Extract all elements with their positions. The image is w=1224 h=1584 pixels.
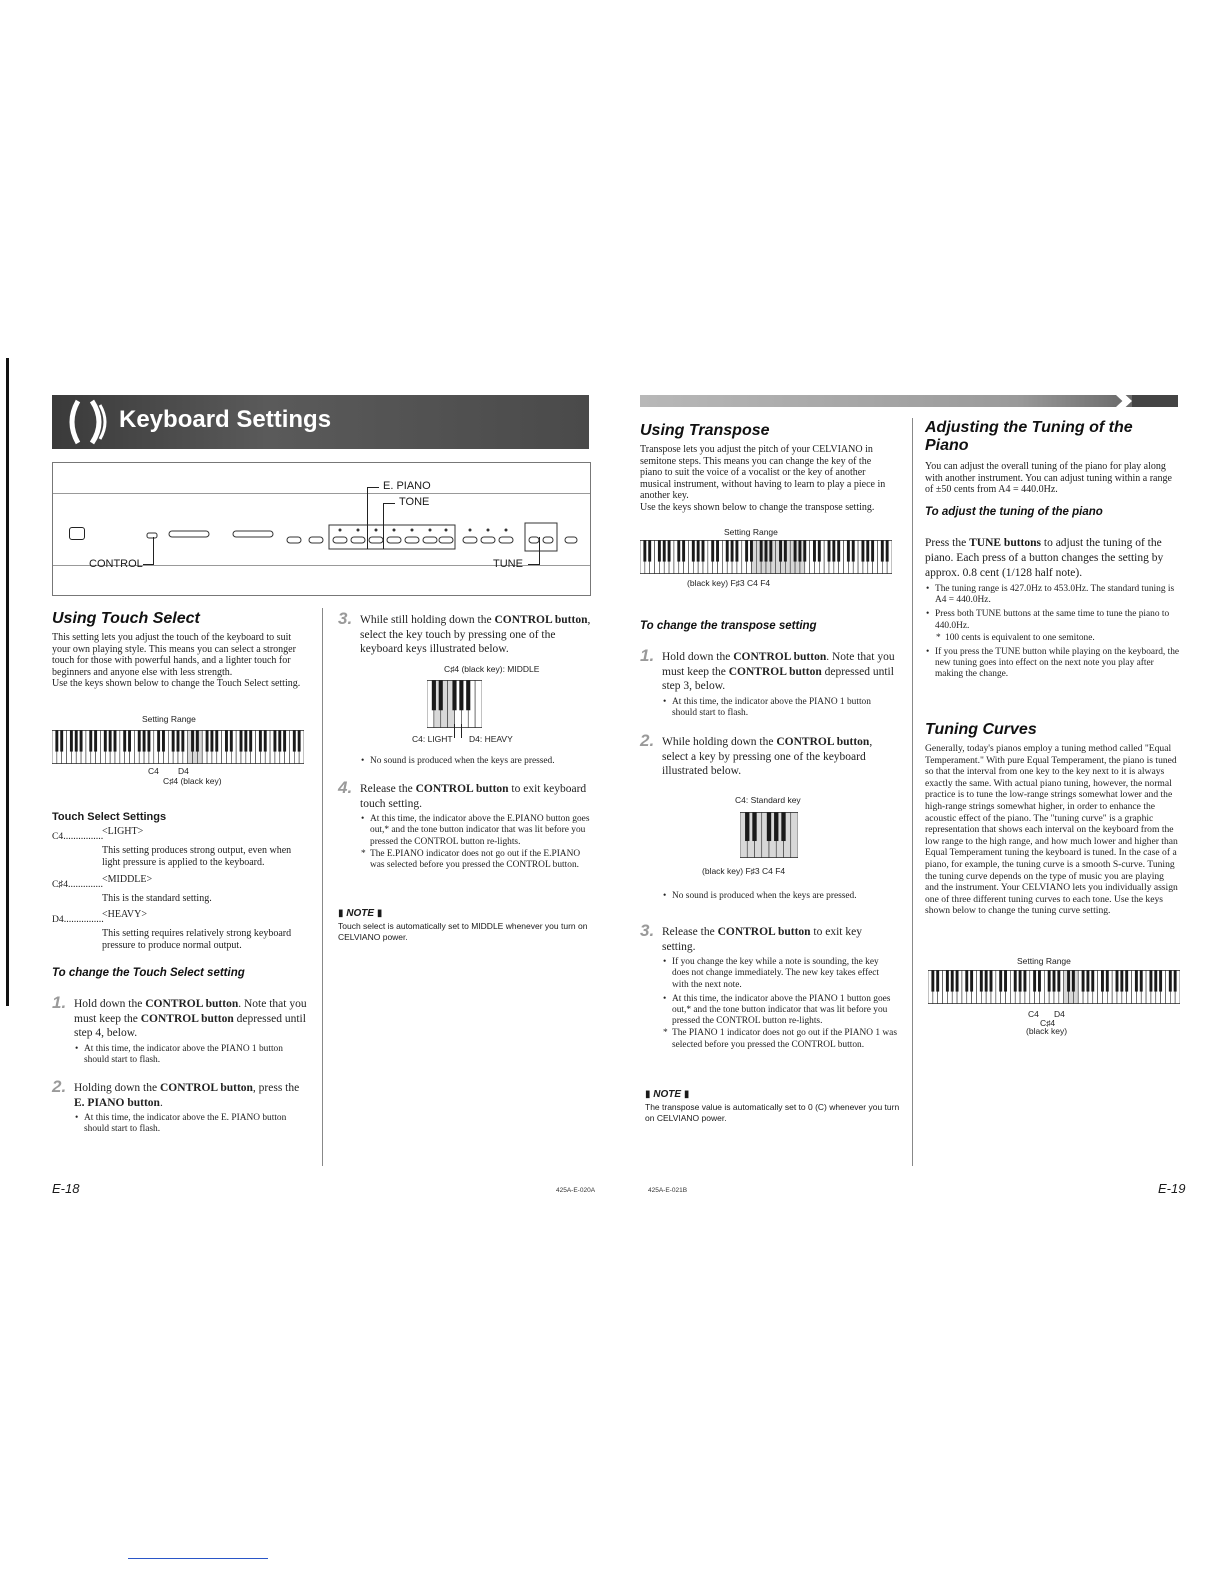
- right-page-code: 425A-E-021B: [648, 1187, 688, 1194]
- tune-label: TUNE: [493, 558, 523, 570]
- curves-key-black: (black key): [1026, 1026, 1068, 1036]
- transpose-step2-bullet: • No sound is produced when the keys are pressed.: [662, 888, 895, 902]
- touch-key-csharp: C♯4 (black key): [163, 776, 222, 786]
- power-button-icon: [69, 527, 85, 540]
- left-page-number: E-18: [52, 1181, 80, 1196]
- touch-range-label: Setting Range: [142, 714, 196, 724]
- left-page-code: 425A-E-020A: [556, 1187, 596, 1194]
- transpose-range-label: Setting Range: [724, 527, 778, 537]
- mini-light-label: C4: LIGHT: [412, 734, 453, 744]
- left-column-divider: [322, 608, 323, 1166]
- tuning-intro: You can adjust the overall tuning of the piano for play along with another instrument. You can adjust tuning within a range of ±50 cents from A4 = 440.0Hz.: [925, 461, 1172, 496]
- transpose-note: ▮ NOTE ▮ The transpose value is automatically set to 0 (C) whenever you turn on CELVIANO power.: [645, 1089, 900, 1123]
- transpose-mini-top: C4: Standard key: [735, 795, 801, 805]
- tuning-body: Press the TUNE buttons to adjust the tuning of the piano. Each press of a button changes the setting by approx. 0.8 cent (1/128 half note). • The tuning range is 427.0Hz to 453.0Hz. The standard tuning is A4 = 440.0Hz. • Press both TUNE buttons at the same time to tune the piano to 440.0Hz. * 100 cents is equivalent to one semitone. • If you press the TUNE button while playing on the keyboard, the new tuning goes into effect on the next note you play after making the change.: [925, 536, 1180, 681]
- touch-keyboard-illustration: [52, 730, 304, 764]
- page-title: Keyboard Settings: [119, 406, 332, 433]
- curves-key-c4: C4: [1028, 1009, 1039, 1019]
- touch-select-intro: This setting lets you adjust the touch of the keyboard to suit your own playing style. This means you can select a stronger touch for those with powerful hands, and a lighter touch for beginners and anyone else with less strength.: [52, 632, 296, 678]
- transpose-mini-keyboard: [740, 812, 798, 858]
- touch-mini-keyboard: [427, 680, 482, 728]
- control-panel-diagram: [52, 462, 591, 596]
- curves-keyboard-illustration: [928, 970, 1180, 1004]
- transpose-step-3: 3. Release the CONTROL button to exit key setting. • If you change the key while a note is sounding, the key does not change immediately. The new key takes effect with the next note. • At this time, the indicator above the PIANO 1 button goes out,* and the tone button indicator that was lit before you pressed the CONTROL button re-lights. * The PIANO 1 indicator does not go out if the PIANO 1 was selected before you pressed the CONTROL button.: [640, 925, 898, 1051]
- touch-step-2: 2. Holding down the CONTROL button, press the E. PIANO button. • At this time, the indicator above the E. PIANO button should start to flash.: [52, 1081, 307, 1136]
- tuning-sub-heading: To adjust the tuning of the piano: [925, 506, 1103, 518]
- curves-range-label: Setting Range: [1017, 956, 1071, 966]
- right-column-divider: [912, 418, 913, 1166]
- tuning-heading: Adjusting the Tuning of the Piano: [925, 419, 1133, 454]
- touch-key-d4: D4: [178, 766, 189, 776]
- tone-label: TONE: [399, 496, 430, 508]
- mini-heavy-label: D4: HEAVY: [469, 734, 513, 744]
- touch-change-heading: To change the Touch Select setting: [52, 967, 245, 979]
- setting-row-heavy: D4................ <HEAVY> This setting requires relatively strong keyboard pressure to produce normal output.: [52, 909, 292, 951]
- panel-buttons: [133, 513, 583, 553]
- touch-step-4: 4. Release the CONTROL button to exit keyboard touch setting. • At this time, the indicator above the E.PIANO button goes out,* and the tone button indicator that was lit before you pressed the CONTROL button re-lights. * The E.PIANO indicator does not go out if the E.PIANO was selected before you pressed the CONTROL button.: [338, 782, 593, 871]
- transpose-keys-caption: (black key) F♯3 C4 F4: [687, 578, 771, 588]
- touch-select-section: [52, 610, 307, 690]
- curves-section: [925, 721, 1180, 917]
- transpose-intro: Transpose lets you adjust the pitch of your CELVIANO in semitone steps. This means you can change the key of the piano to suit the voice of a vocalist or the key of another musical instrument, without having to learn to play a piece in another key.: [640, 444, 886, 502]
- footer-rule: [128, 1558, 268, 1559]
- touch-step3-bullet: • No sound is produced when the keys are pressed.: [360, 753, 593, 767]
- touch-key-c4: C4: [148, 766, 159, 776]
- touch-select-intro2: Use the keys shown below to change the Touch Select setting.: [52, 678, 301, 690]
- left-page-edge: [6, 358, 9, 1006]
- transpose-section: [640, 422, 895, 514]
- touch-settings-heading: Touch Select Settings: [52, 811, 167, 823]
- curves-key-csharp: C♯4: [1040, 1018, 1056, 1028]
- curves-key-d4: D4: [1054, 1009, 1065, 1019]
- touch-step-1: 1. Hold down the CONTROL button. Note that you must keep the CONTROL button depressed until step 4, below. • At this time, the indicator above the PIANO 1 button should start to flash.: [52, 997, 307, 1066]
- transpose-intro2: Use the keys shown below to change the transpose setting.: [640, 501, 875, 513]
- touch-step-3: 3. While still holding down the CONTROL button, select the key touch by pressing one of the keyboard keys illustrated below.: [338, 609, 591, 656]
- setting-row-light: C4................ <LIGHT> This setting produces strong output, even when light pressure is applied to the keyboard.: [52, 826, 292, 868]
- curves-text: Generally, today's pianos employ a tuning method called "Equal Temperament." With pure Equal Temperament, the piano is tuned so that the interval from one key to the key next to it is always exactly the same. With actual piano tuning, however, the normal practice is to tune the low-range strings somewhat lower and the high-range strings somewhat higher, in order to enhance the acoustic effect of the piano. The "tuning curve" is a graphic representation that shows each interval on the keyboard from the low range to the high range, and how much lower and higher than Equal Temperament tuning the keyboard is tuned. In the case of a piano, for example, the tuning curve is a smooth S-curve. Tuning the tuning curve depends on the type of music you are playing and the instrument. Your CELVIANO lets you individually assign one of three different tuning curves to each tone. Use the keys shown below to change the tuning curve setting.: [925, 743, 1178, 917]
- right-page-number: E-19: [1158, 1181, 1186, 1196]
- tuning-section: [925, 419, 1180, 496]
- banner-bracket-icon: [64, 399, 116, 445]
- transpose-keyboard-illustration: [640, 540, 892, 574]
- transpose-mini-caption: (black key) F♯3 C4 F4: [702, 866, 786, 876]
- transpose-step-2: 2. While holding down the CONTROL button, select a key by pressing one of the keyboard illustrated below.: [640, 731, 873, 778]
- transpose-heading: Using Transpose: [640, 422, 770, 439]
- mini-middle-label: C♯4 (black key): MIDDLE: [444, 664, 540, 674]
- control-label: CONTROL: [89, 558, 143, 570]
- section-banner: [52, 395, 589, 449]
- transpose-change-heading: To change the transpose setting: [640, 620, 817, 632]
- touch-select-heading: Using Touch Select: [52, 610, 200, 627]
- touch-note: ▮ NOTE ▮ Touch select is automatically set to MIDDLE whenever you turn on CELVIANO power.: [338, 908, 588, 942]
- transpose-step-1: 1. Hold down the CONTROL button. Note that you must keep the CONTROL button depressed until step 3, below. • At this time, the indicator above the PIANO 1 button should start to flash.: [640, 650, 895, 719]
- setting-row-middle: C♯4.............. <MIDDLE> This is the standard setting.: [52, 874, 212, 904]
- right-page-banner: [640, 395, 1178, 407]
- curves-heading: Tuning Curves: [925, 721, 1037, 738]
- e-piano-label: E. PIANO: [383, 480, 431, 492]
